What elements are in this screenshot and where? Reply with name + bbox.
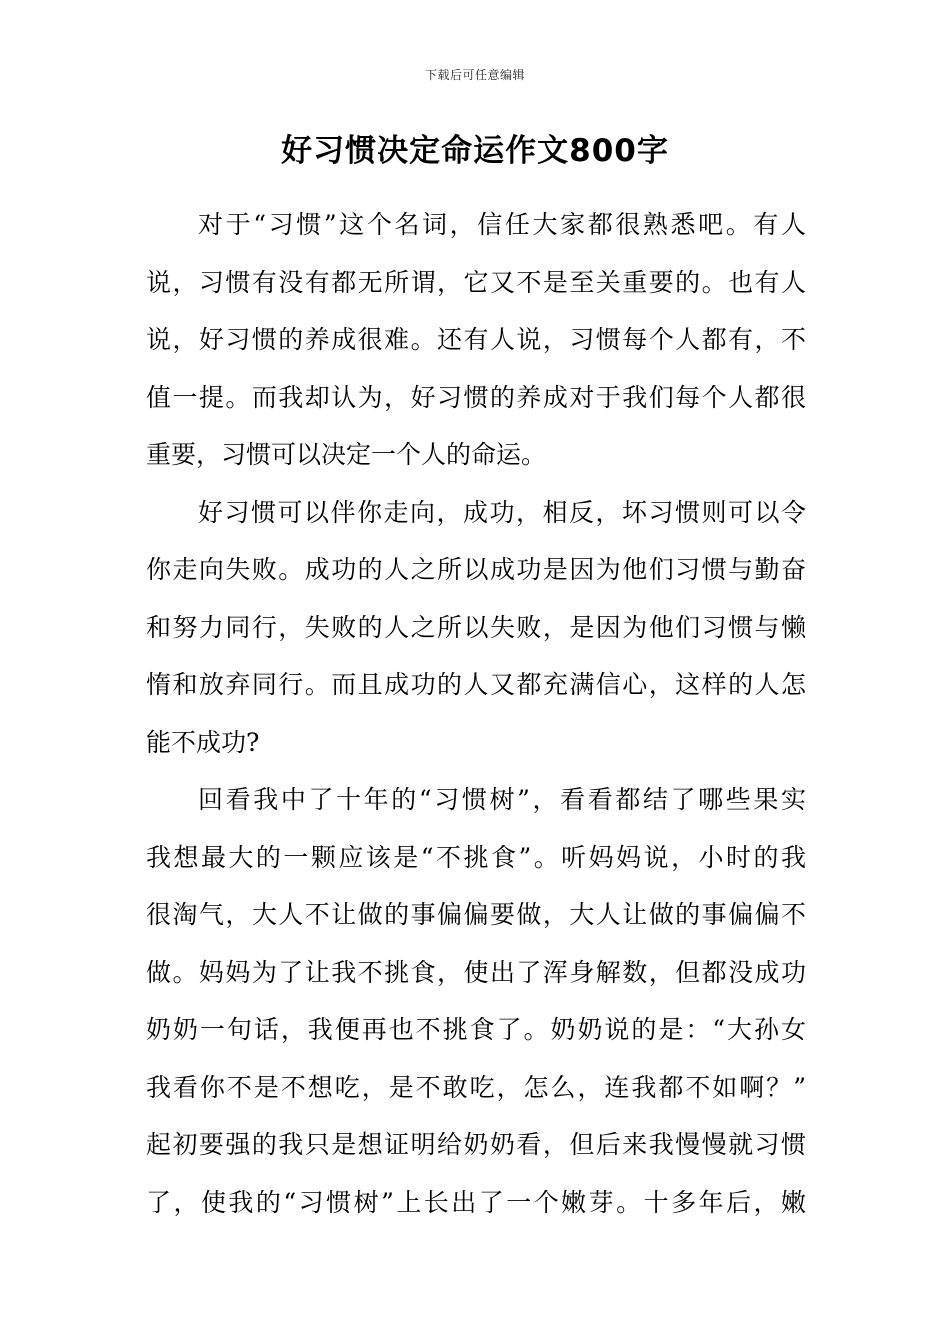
text-line: 惰和放弃同行。而且成功的人又都充满信心，这样的人怎 (146, 670, 806, 699)
text-line: 对于“习惯”这个名词，信任大家都很熟悉吧。有人 (198, 210, 806, 239)
text-line: 奶奶一句话，我便再也不挑食了。奶奶说的是：“大孙女 (146, 1015, 806, 1044)
essay-title: 好习惯决定命运作文800字 (281, 133, 669, 169)
text-line: 起初要强的我只是想证明给奶奶看，但后来我慢慢就习惯 (146, 1130, 806, 1159)
essay-body (146, 196, 806, 1231)
header-note: 下载后可任意编辑 (424, 68, 525, 82)
text-line: 重要，习惯可以决定一个人的命运。 (146, 440, 547, 469)
text-line: 了，使我的“习惯树”上长出了一个嫩芽。十多年后，嫩 (146, 1187, 806, 1217)
text-line: 好习惯可以伴你走向，成功，相反，坏习惯则可以令 (198, 497, 806, 527)
text-line: 做。妈妈为了让我不挑食，使出了浑身解数，但都没成功 (146, 957, 806, 987)
text-line: 能不成功? (146, 727, 260, 757)
text-line: 值一提。而我却认为，好习惯的养成对于我们每个人都很 (146, 382, 806, 412)
text-line: 说，好习惯的养成很难。还有人说，习惯每个人都有，不 (146, 325, 806, 354)
text-line: 很淘气，大人不让做的事偏偏要做，大人让做的事偏偏不 (146, 900, 806, 929)
text-line: 说，习惯有没有都无所谓，它又不是至关重要的。也有人 (146, 267, 806, 297)
text-line: 回看我中了十年的“习惯树”，看看都结了哪些果实 (198, 785, 806, 814)
text-line: 我看你不是不想吃，是不敢吃，怎么，连我都不如啊？” (146, 1072, 806, 1102)
text-line: 我想最大的一颗应该是“不挑食”。听妈妈说，小时的我 (146, 842, 806, 872)
text-line: 你走向失败。成功的人之所以成功是因为他们习惯与勤奋 (146, 555, 806, 584)
text-line: 和努力同行，失败的人之所以失败，是因为他们习惯与懒 (146, 612, 806, 642)
